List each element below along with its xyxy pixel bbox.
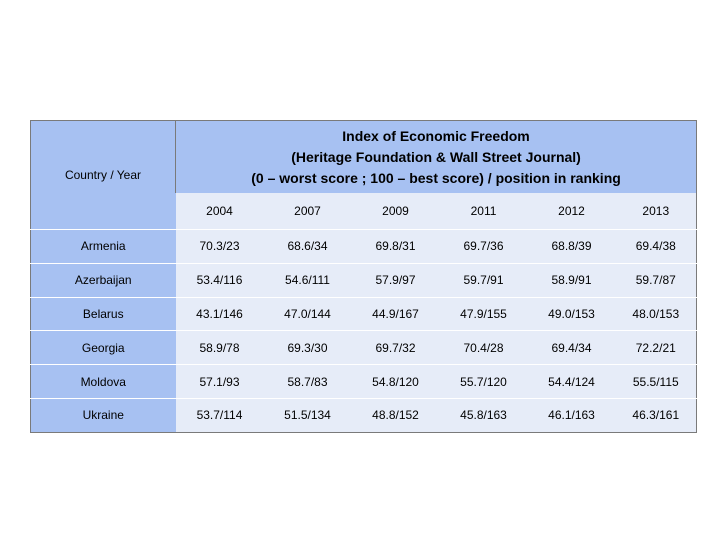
value-cell: 48.8/152	[352, 398, 440, 432]
country-cell: Georgia	[31, 331, 176, 365]
value-cell: 68.8/39	[528, 230, 616, 264]
economic-freedom-table-wrapper	[30, 120, 696, 425]
country-cell: Ukraine	[31, 398, 176, 432]
year-header-2007: 2007	[264, 193, 352, 230]
year-header-2012: 2012	[528, 193, 616, 230]
value-cell: 54.4/124	[528, 365, 616, 399]
country-cell: Belarus	[31, 297, 176, 331]
table-row	[31, 230, 697, 264]
value-cell: 69.4/34	[528, 331, 616, 365]
value-cell: 53.7/114	[176, 398, 264, 432]
value-cell: 47.9/155	[440, 297, 528, 331]
value-cell: 55.5/115	[616, 365, 697, 399]
value-cell: 54.8/120	[352, 365, 440, 399]
value-cell: 70.3/23	[176, 230, 264, 264]
value-cell: 69.7/32	[352, 331, 440, 365]
year-header-2009: 2009	[352, 193, 440, 230]
value-cell: 69.3/30	[264, 331, 352, 365]
value-cell: 59.7/91	[440, 263, 528, 297]
economic-freedom-table	[30, 120, 697, 433]
value-cell: 72.2/21	[616, 331, 697, 365]
table-row	[31, 297, 697, 331]
value-cell: 48.0/153	[616, 297, 697, 331]
value-cell: 53.4/116	[176, 263, 264, 297]
title-line-1: Index of Economic Freedom	[342, 127, 530, 144]
title-row	[31, 121, 697, 194]
value-cell: 69.8/31	[352, 230, 440, 264]
year-header-2011: 2011	[440, 193, 528, 230]
value-cell: 69.4/38	[616, 230, 697, 264]
value-cell: 59.7/87	[616, 263, 697, 297]
country-cell: Azerbaijan	[31, 263, 176, 297]
value-cell: 45.8/163	[440, 398, 528, 432]
table-title	[176, 121, 697, 194]
value-cell: 46.3/161	[616, 398, 697, 432]
value-cell: 54.6/111	[264, 263, 352, 297]
value-cell: 68.6/34	[264, 230, 352, 264]
table-row	[31, 365, 697, 399]
table-row	[31, 398, 697, 432]
value-cell: 58.9/78	[176, 331, 264, 365]
value-cell: 70.4/28	[440, 331, 528, 365]
country-cell: Armenia	[31, 230, 176, 264]
value-cell: 57.1/93	[176, 365, 264, 399]
value-cell: 49.0/153	[528, 297, 616, 331]
title-line-2: (Heritage Foundation & Wall Street Journal)	[291, 148, 581, 165]
value-cell: 43.1/146	[176, 297, 264, 331]
value-cell: 47.0/144	[264, 297, 352, 331]
value-cell: 55.7/120	[440, 365, 528, 399]
value-cell: 44.9/167	[352, 297, 440, 331]
title-line-3: (0 – worst score ; 100 – best score) / position in ranking	[251, 169, 621, 186]
table-row	[31, 263, 697, 297]
year-header-2004: 2004	[176, 193, 264, 230]
table-row	[31, 331, 697, 365]
corner-label: Country / Year	[31, 121, 176, 230]
year-header-2013: 2013	[616, 193, 697, 230]
value-cell: 51.5/134	[264, 398, 352, 432]
value-cell: 46.1/163	[528, 398, 616, 432]
value-cell: 69.7/36	[440, 230, 528, 264]
country-cell: Moldova	[31, 365, 176, 399]
value-cell: 58.7/83	[264, 365, 352, 399]
value-cell: 57.9/97	[352, 263, 440, 297]
value-cell: 58.9/91	[528, 263, 616, 297]
